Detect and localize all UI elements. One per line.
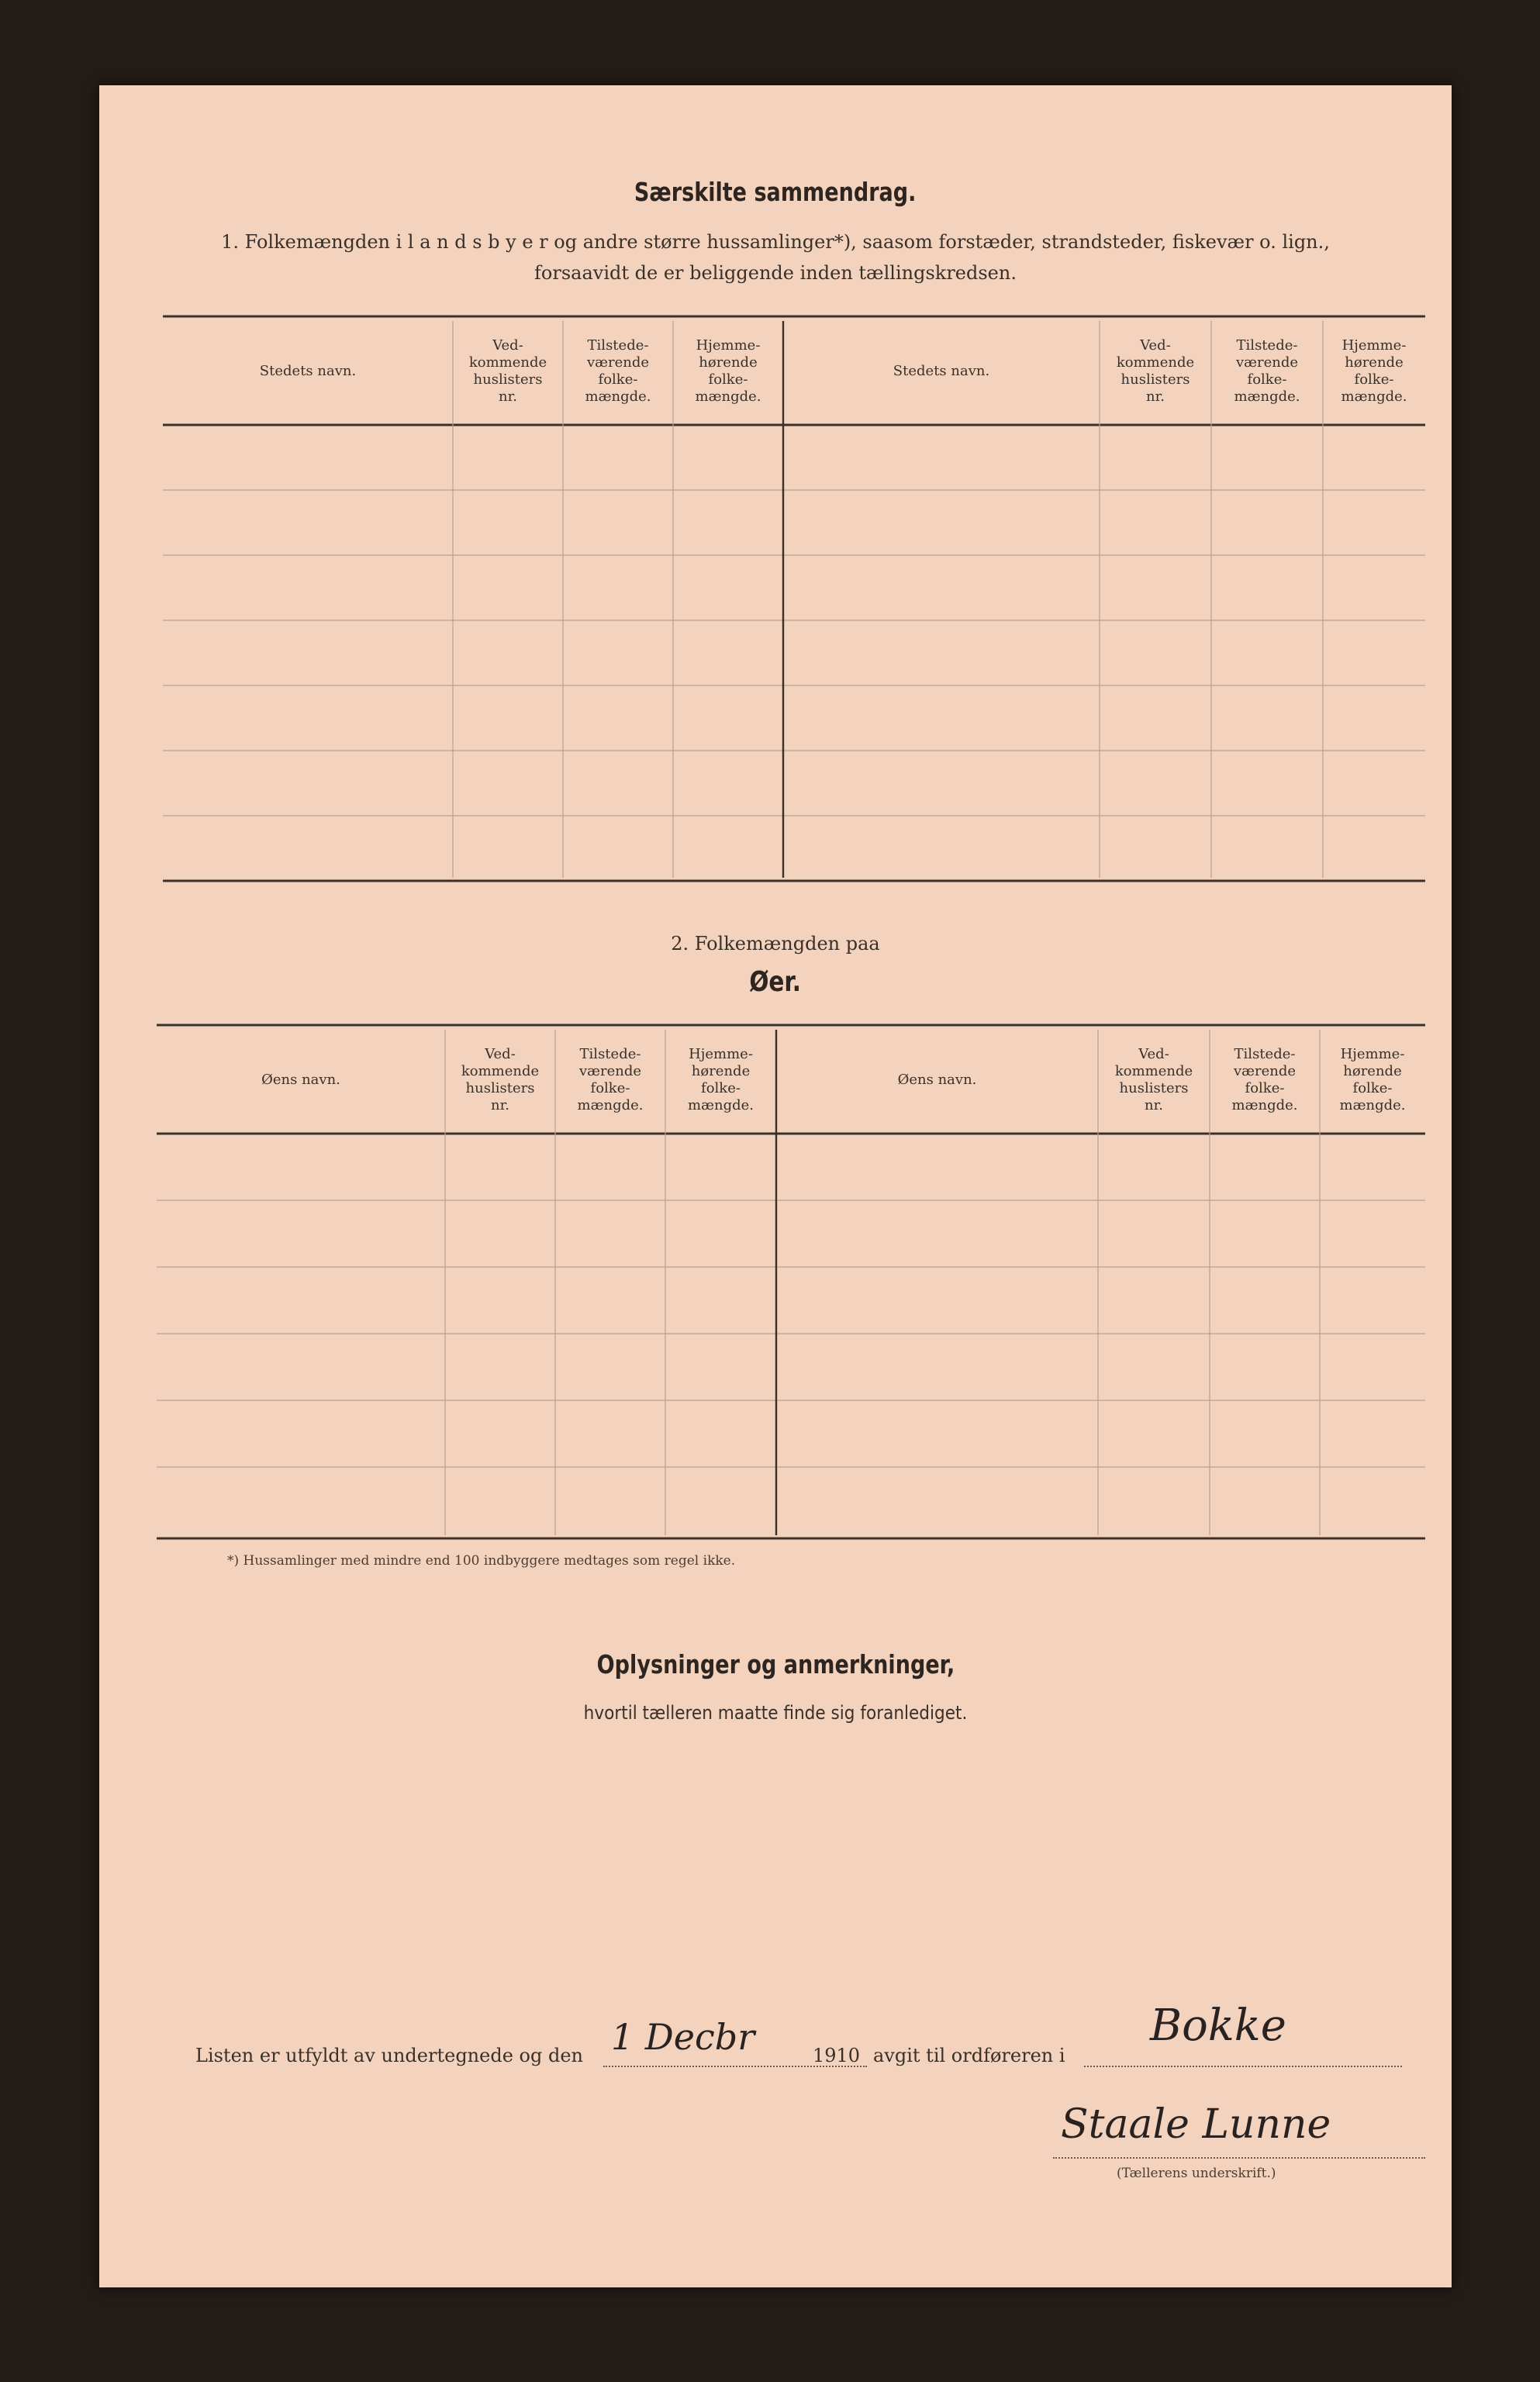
place-handwritten: Bokke xyxy=(1150,2001,1286,2051)
table2-header-5: Ved-kommende huslisters nr. xyxy=(1114,1046,1193,1113)
remarks-subtitle: hvortil tælleren maatte finde sig foranlediget. xyxy=(583,1702,968,1724)
table1-header-6: Tilstede-værende folke-mængde. xyxy=(1234,337,1300,405)
table2-header-6: Tilstede-værende folke-mængde. xyxy=(1231,1046,1298,1113)
table1-header-7: Hjemme-hørende folke-mængde. xyxy=(1341,337,1407,405)
section1-line2: forsaavidt de er beliggende inden tællingskredsen. xyxy=(534,262,1017,284)
remarks-title-wrap xyxy=(99,1649,1452,1679)
table1-header-0: Stedets navn. xyxy=(259,363,357,379)
section1-line1: 1. Folkemængden i l a n d s b y e r og andre større hussamlinger*), saasom forstæder, strandsteder, fiskevær o. lign., xyxy=(221,231,1330,253)
table2-header-4: Øens navn. xyxy=(897,1072,977,1088)
table1-header-1: Ved-kommende huslisters nr. xyxy=(468,337,547,405)
footnote: *) Hussamlinger med mindre end 100 indbyggere medtages som regel ikke. xyxy=(227,1553,736,1569)
section2-line1: 2. Folkemængden paa xyxy=(671,933,880,955)
section2-title: Øer. xyxy=(749,966,802,998)
table2-header-2: Tilstede-værende folke-mængde. xyxy=(577,1046,644,1113)
table2-header-0: Øens navn. xyxy=(261,1072,340,1088)
census-form-page xyxy=(99,85,1452,2287)
table1-header-3: Hjemme-hørende folke-mængde. xyxy=(695,337,761,405)
place-dotted-line xyxy=(1084,2066,1402,2067)
signature-year: 1910 xyxy=(813,2045,861,2066)
table2-header-3: Hjemme-hørende folke-mængde. xyxy=(688,1046,754,1113)
remarks-title: Oplysninger og anmerkninger, xyxy=(596,1649,955,1679)
signature-dotted-line xyxy=(1053,2157,1425,2159)
table2-header-7: Hjemme-hørende folke-mængde. xyxy=(1339,1046,1406,1113)
section2-title-wrap xyxy=(99,966,1452,998)
signature-prefix: Listen er utfyldt av undertegnede og den xyxy=(195,2045,584,2066)
signature-middle: avgit til ordføreren i xyxy=(873,2045,1065,2066)
signature-caption: (Tællerens underskrift.) xyxy=(1117,2166,1276,2181)
section1-title: Særskilte sammendrag. xyxy=(634,177,917,207)
table2-header-1: Ved-kommende huslisters nr. xyxy=(461,1046,540,1113)
section1-table xyxy=(99,85,1452,2287)
table1-header-4: Stedets navn. xyxy=(893,363,990,379)
table1-header-2: Tilstede-værende folke-mængde. xyxy=(585,337,651,405)
date-handwritten: 1 Decbr xyxy=(611,2016,755,2058)
table1-header-5: Ved-kommende huslisters nr. xyxy=(1116,337,1195,405)
enumerator-signature: Staale Lunne xyxy=(1061,2101,1331,2148)
